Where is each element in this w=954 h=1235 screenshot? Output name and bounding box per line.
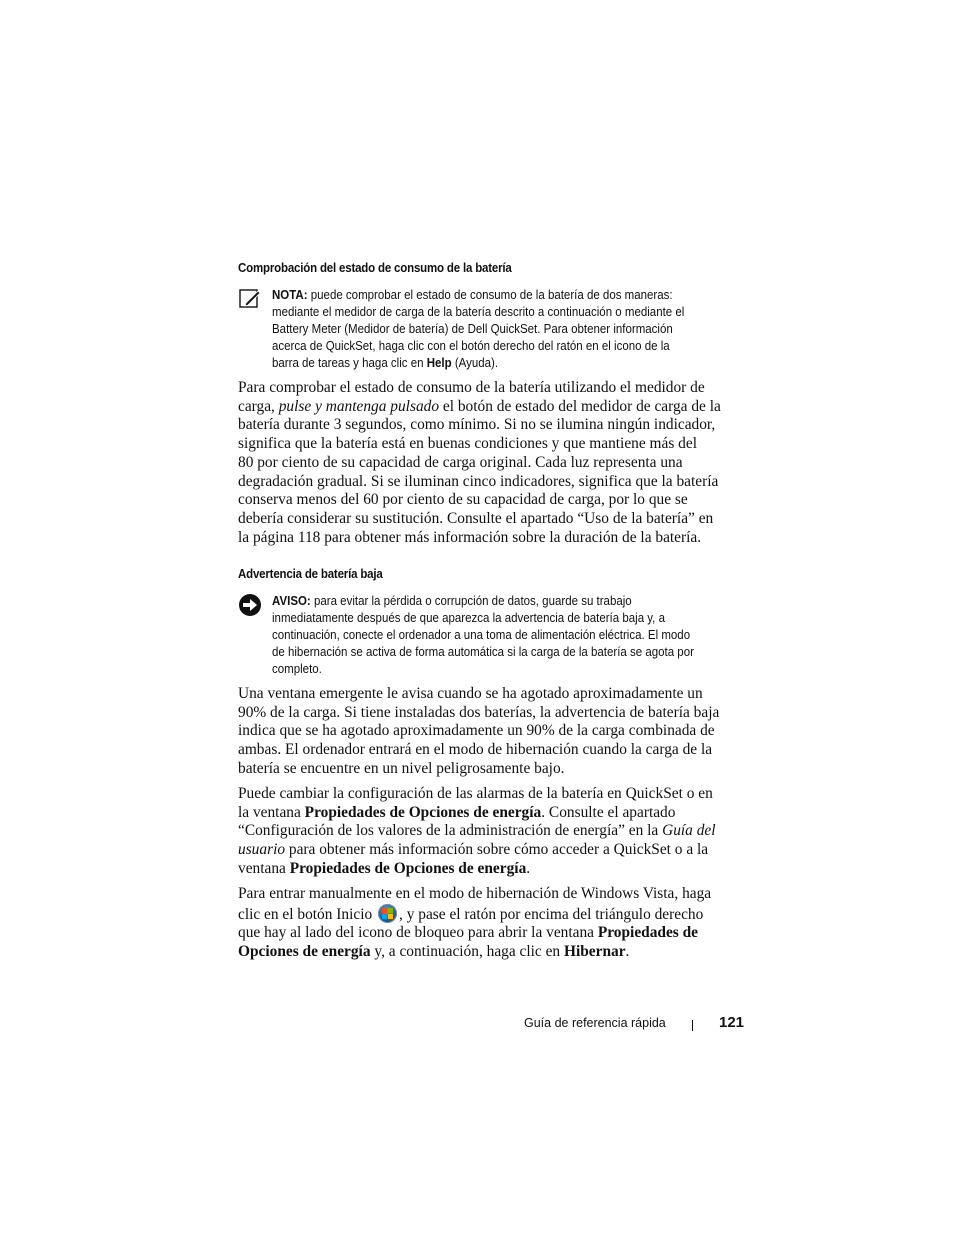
note-callout [238, 287, 738, 377]
page-number: 121 [719, 1014, 745, 1031]
footer-title: Guía de referencia rápida [524, 1016, 666, 1030]
battery-health-paragraph: Para comprobar el estado de consumo de la batería utilizando el medidor de carga, pulse y mantenga pulsado el botón de estado del medidor de carga de la batería durante 3 segundos, como mínimo. Si no se ilumina ningún indicador, significa que la batería está en buenas condiciones y que mantiene más del 80 por ciento de su capacidad de carga original. Cada luz representa una degradación gradual. Si se iluminan cinco indicadores, significa que la batería conserva menos del 60 por ciento de su capacidad de carga, por lo que se debería considerar su sustitución. Consulte el apartado “Uso de la batería” en la página 118 para obtener más información sobre la duración de la batería. [238, 379, 721, 546]
notice-text: AVISO: para evitar la pérdida o corrupción de datos, guarde su trabajo inmediatamente después de que aparezca la advertencia de batería baja y, a continuación, conecte el ordenador a una toma de alimentación eléctrica. El modo de hibernación se activa de forma automática si la carga de la batería se agota por completo. [272, 594, 694, 677]
alarm-settings-paragraph: Puede cambiar la configuración de las alarmas de la batería en QuickSet o en la ventana Propiedades de Opciones de energía. Consulte el apartado “Configuración de los valores de la administración de energía” en la Guía del usuario para obtener más información sobre cómo acceder a QuickSet o a la ventana Propiedades de Opciones de energía. [238, 785, 716, 877]
arrow-notice-icon [238, 593, 262, 617]
section-heading-battery-health: Comprobación del estado de consumo de la batería [238, 261, 512, 275]
notice-callout [238, 593, 738, 683]
low-battery-paragraph: Una ventana emergente le avisa cuando se ha agotado aproximadamente un 90% de la carga. Si tiene instaladas dos baterías, la advertencia de batería baja indica que se ha agotado aproximadamente un 90% de la carga combinada de ambas. El ordenador entrará en el modo de hibernación cuando la carga de la batería se encuentre en un nivel peligrosamente bajo. [238, 685, 720, 777]
help-menu-reference: Help [426, 356, 452, 371]
note-text: NOTA: puede comprobar el estado de consumo de la batería de dos maneras: mediante el medidor de carga de la batería descrito a continuación o mediante el Battery Meter (Medidor de batería) de Dell QuickSet. Para obtener información acerca de QuickSet, haga clic con el botón derecho del ratón en el icono de la barra de tareas y haga clic en Help (Ayuda). [272, 288, 685, 371]
windows-start-button-icon [378, 904, 397, 923]
footer-separator [692, 1020, 693, 1031]
notice-label: AVISO: [272, 594, 311, 608]
note-label: NOTA: [272, 288, 308, 302]
section-heading-low-battery: Advertencia de batería baja [238, 567, 383, 581]
hibernate-paragraph: Para entrar manualmente en el modo de hibernación de Windows Vista, haga clic en el botón Inicio , y pase el ratón por encima del triángulo derecho que hay al lado del icono de bloqueo para abrir la ventana Propiedades de Opciones de energía y, a continuación, haga clic en Hibernar. [238, 885, 712, 961]
pencil-note-icon [238, 287, 262, 311]
